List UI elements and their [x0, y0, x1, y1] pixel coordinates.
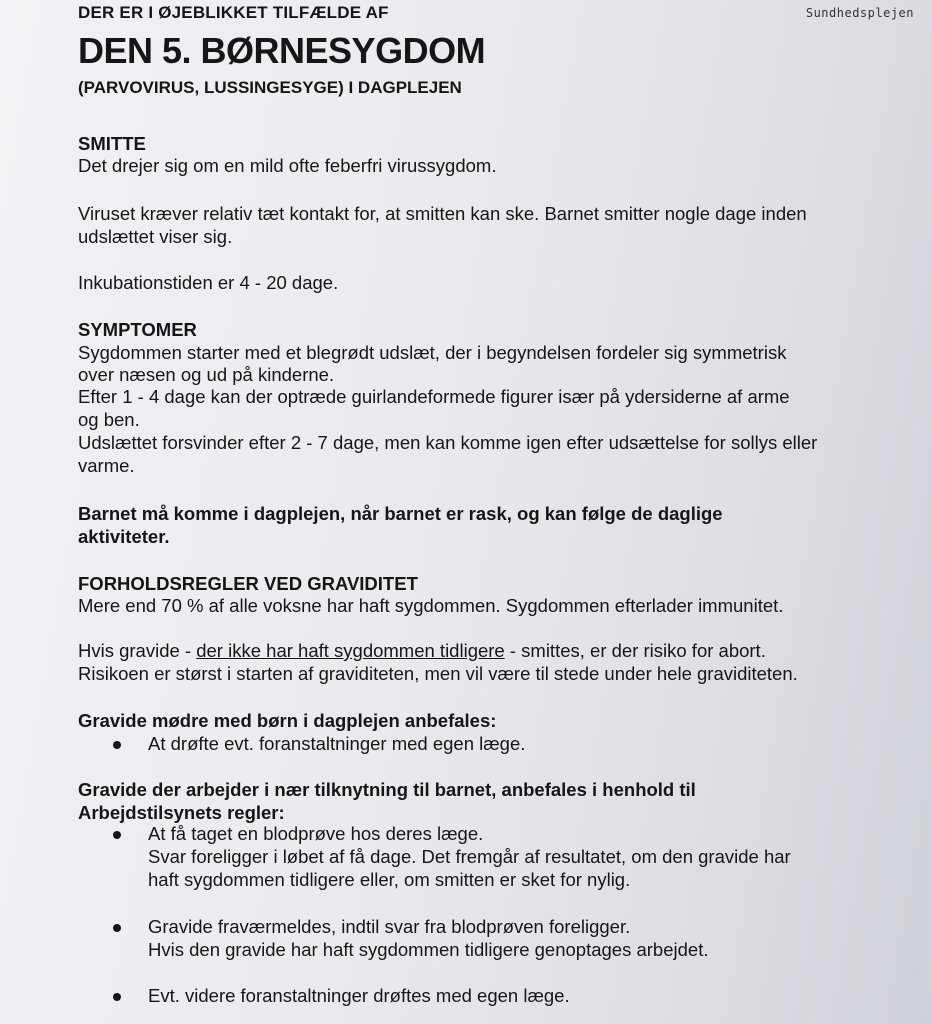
smitte-paragraph-2-line-2: udslættet viser sig. — [78, 226, 233, 247]
workers-bullet-3-line-1: Evt. videre foranstaltninger drøftes med egen læge. — [148, 985, 570, 1006]
bullet-icon — [113, 741, 121, 749]
section-heading-smitte: SMITTE — [78, 133, 146, 154]
graviditet-paragraph-2-line-1 — [78, 640, 766, 662]
symptomer-line-6: varme. — [78, 455, 135, 476]
workers-heading-line-1: Gravide der arbejder i nær tilknytning til barnet, anbefales i henhold til — [78, 779, 696, 800]
graviditet-text-pre: Hvis gravide - — [78, 640, 197, 661]
graviditet-paragraph-2-line-2: Risikoen er størst i starten af graviditeten, men vil være til stede under hele graviditeten. — [78, 663, 798, 684]
section-heading-graviditet: FORHOLDSREGLER VED GRAVIDITET — [78, 573, 418, 594]
subtitle: (PARVOVIRUS, LUSSINGESYGE) I DAGPLEJEN — [78, 78, 462, 97]
bullet-icon — [113, 831, 121, 839]
workers-heading-line-2: Arbejdstilsynets regler: — [78, 802, 285, 823]
workers-bullet-1-line-3: haft sygdommen tidligere eller, om smitten er sket for nylig. — [148, 869, 631, 890]
symptomer-line-2: over næsen og ud på kinderne. — [78, 364, 335, 385]
symptomer-line-3: Efter 1 - 4 dage kan der optræde guirlandeformede figurer især på ydersiderne af arme — [78, 386, 790, 407]
graviditet-text-post: - smittes, er der risiko for abort. — [504, 640, 766, 661]
workers-bullet-2-line-2: Hvis den gravide har haft sygdommen tidligere genoptages arbejdet. — [148, 939, 709, 960]
page-title: DEN 5. BØRNESYGDOM — [78, 30, 486, 71]
attendance-note-line-1: Barnet må komme i dagplejen, når barnet er rask, og kan følge de daglige — [78, 503, 723, 524]
bullet-icon — [113, 924, 121, 932]
attendance-note-line-2: aktiviteter. — [78, 526, 170, 547]
smitte-paragraph-1: Det drejer sig om en mild ofte feberfri virussygdom. — [78, 155, 497, 176]
workers-bullet-1-line-1: At få taget en blodprøve hos deres læge. — [148, 823, 484, 844]
graviditet-underlined-text: der ikke har haft sygdommen tidligere — [196, 640, 505, 661]
workers-bullet-1-line-2: Svar foreligger i løbet af få dage. Det fremgår af resultatet, om den gravide har — [148, 846, 791, 867]
symptomer-line-1: Sygdommen starter med et blegrødt udslæt, der i begyndelsen fordeler sig symmetrisk — [78, 342, 787, 363]
section-heading-symptomer: SYMPTOMER — [78, 319, 197, 340]
mothers-bullet-1: At drøfte evt. foranstaltninger med egen læge. — [148, 733, 526, 754]
bullet-icon — [113, 993, 121, 1001]
smitte-paragraph-2-line-1: Viruset kræver relativ tæt kontakt for, at smitten kan ske. Barnet smitter nogle dage inden — [78, 203, 807, 224]
workers-bullet-2-line-1: Gravide fraværmeldes, indtil svar fra blodprøven foreligger. — [148, 916, 631, 937]
mothers-heading: Gravide mødre med børn i dagplejen anbefales: — [78, 710, 497, 731]
smitte-paragraph-3: Inkubationstiden er 4 - 20 dage. — [78, 272, 339, 293]
pretitle: DER ER I ØJEBLIKKET TILFÆLDE AF — [78, 3, 389, 22]
organization-label: Sundhedsplejen — [805, 6, 914, 20]
symptomer-line-4: og ben. — [78, 409, 140, 430]
graviditet-paragraph-1: Mere end 70 % af alle voksne har haft sygdommen. Sygdommen efterlader immunitet. — [78, 595, 784, 616]
symptomer-line-5: Udslættet forsvinder efter 2 - 7 dage, men kan komme igen efter udsættelse for sollys eller — [78, 432, 818, 453]
